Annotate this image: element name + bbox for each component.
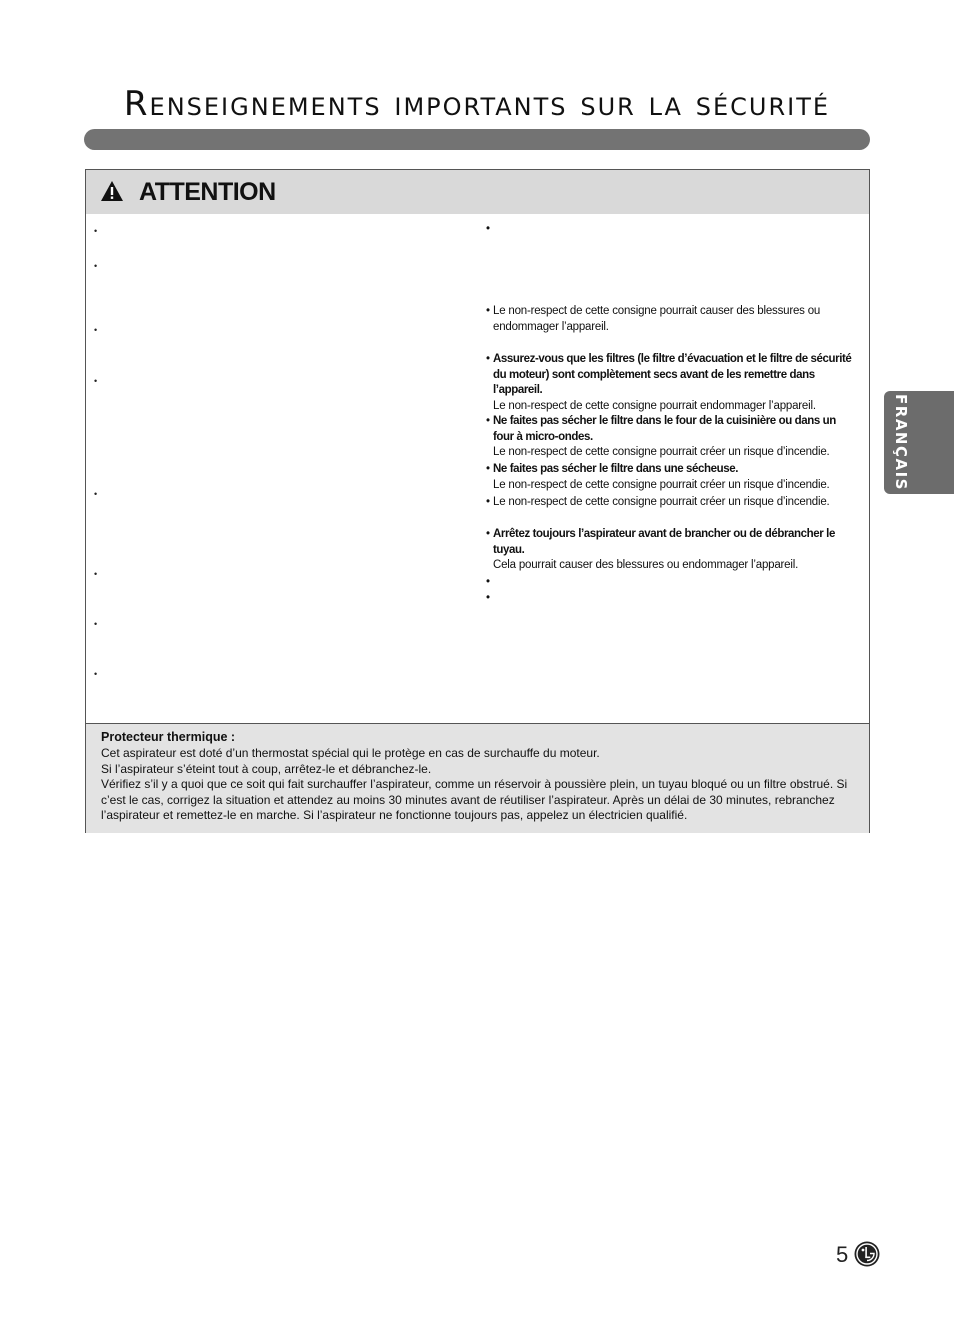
warning-triangle-icon xyxy=(100,180,124,202)
list-item: • Le non-respect de cette consigne pourrait créer un risque d’incendie. xyxy=(486,496,830,508)
page-number: 5 xyxy=(836,1242,849,1267)
protector-line: Vérifiez s’il y a quoi que ce soit qui fait surchauffer l’aspirateur, comme un réservoir à poussière plein, un tuyau bloqué ou un filtre obstrué. Si c’est le cas, corrigez la situation et attendez au moins 30 minutes avant de réutiliser l’aspirateur. Après un délai de 30 minutes, rebranchez l’aspirateur et remettez-le en marche. Si l’aspirateur ne fonctionne toujours pas, appelez un électricien qualifié. xyxy=(101,777,848,822)
language-tab-label: FRANÇAIS xyxy=(892,394,910,491)
thermal-protector-section xyxy=(86,723,869,833)
bullet: • xyxy=(94,261,98,271)
list-item: • Ne faites pas sécher le filtre dans le four de la cuisinière ou dans un four à micro-ondes. Le non-respect de cette consigne pourrait créer un risque d’incendie. xyxy=(486,415,836,458)
attention-header xyxy=(86,170,869,214)
protector-line: Si l’aspirateur s’éteint tout à coup, arrêtez-le et débranchez-le. xyxy=(101,761,432,776)
bullet: • xyxy=(94,669,98,679)
thermal-protector-text xyxy=(101,746,853,824)
page-title: Renseignements importants sur la sécurité xyxy=(123,84,831,124)
title-underline-bar xyxy=(84,129,870,150)
language-tab xyxy=(884,391,954,494)
list-item: • Assurez-vous que les filtres (le filtre d’évacuation et le filtre de sécurité du moteur) sont complètement secs avant de les remettre dans l’appareil. Le non-respect de cette consigne pourrait endommager l’appareil. xyxy=(486,353,852,412)
protector-line: Cet aspirateur est doté d’un thermostat spécial qui le protège en cas de surchauffe du moteur. xyxy=(101,746,600,760)
list-item: • Ne faites pas sécher le filtre dans une sécheuse. Le non-respect de cette consigne pourrait créer un risque d’incendie. xyxy=(486,463,830,491)
attention-title: ATTENTION xyxy=(139,178,276,206)
bullet: • xyxy=(94,226,98,236)
bullet: • xyxy=(94,619,98,629)
bullet: • xyxy=(94,325,98,335)
attention-box: ATTENTION • • • • • • • • • • Le non-respect de cette consigne pourrait causer des blessures ou endommager l’appareil. • Assurez-vous que les filtres (le filtre d’évacuation et le filtre de sécurité du moteur) sont complètement secs avant de les remettre dans l’appareil. Le non-respect de cette consigne pourrait endommager l’appareil. • Ne faites pas sécher le filtre dans le four de la cuisinière ou dans un four à micro-ondes. Le non-respect de cette consigne pourrait créer un risque d’incendie. • Ne faites pas sécher le filtre dans une sécheuse. Le non-respect de cette consigne pourrait créer un risque d’incendie. • Le non-respect de cette consigne pourrait créer un risque d’incendie. • Arrêtez toujours l’aspirateur avant de brancher ou de débrancher le tuyau. Cela pourrait causer des blessures ou endommager l’appareil. • • Protecteur thermique : Cet aspirateur est doté d’un thermostat spécial qui le protège en cas de surchauffe du moteur. Si l’aspirateur s’éteint tout à coup, arrêtez-le et débranchez-le. Vérifiez s’il y a quoi que ce soit qui fait surchauffer l’aspirateur, comme un réservoir à poussière plein, un tuyau bloqué ou un filtre obstrué. Si c’est le cas, corrigez la situation et attendez au moins 30 minutes avant de réutiliser l’aspirateur. Après un délai de 30 minutes, rebranchez l’aspirateur et remettez-le en marche. Si l’aspirateur ne fonctionne toujours pas, appelez un électricien qualifié. xyxy=(85,169,870,833)
bullet: • xyxy=(94,489,98,499)
bullet: • xyxy=(94,569,98,579)
bullet: • xyxy=(94,376,98,386)
thermal-protector-title: Protecteur thermique : xyxy=(101,730,236,744)
list-item: • Le non-respect de cette consigne pourrait causer des blessures ou endommager l’appareil. xyxy=(486,305,821,333)
lg-logo-icon xyxy=(854,1241,880,1267)
list-item: • Arrêtez toujours l’aspirateur avant de brancher ou de débrancher le tuyau. Cela pourrait causer des blessures ou endommager l’appareil. xyxy=(486,528,835,571)
